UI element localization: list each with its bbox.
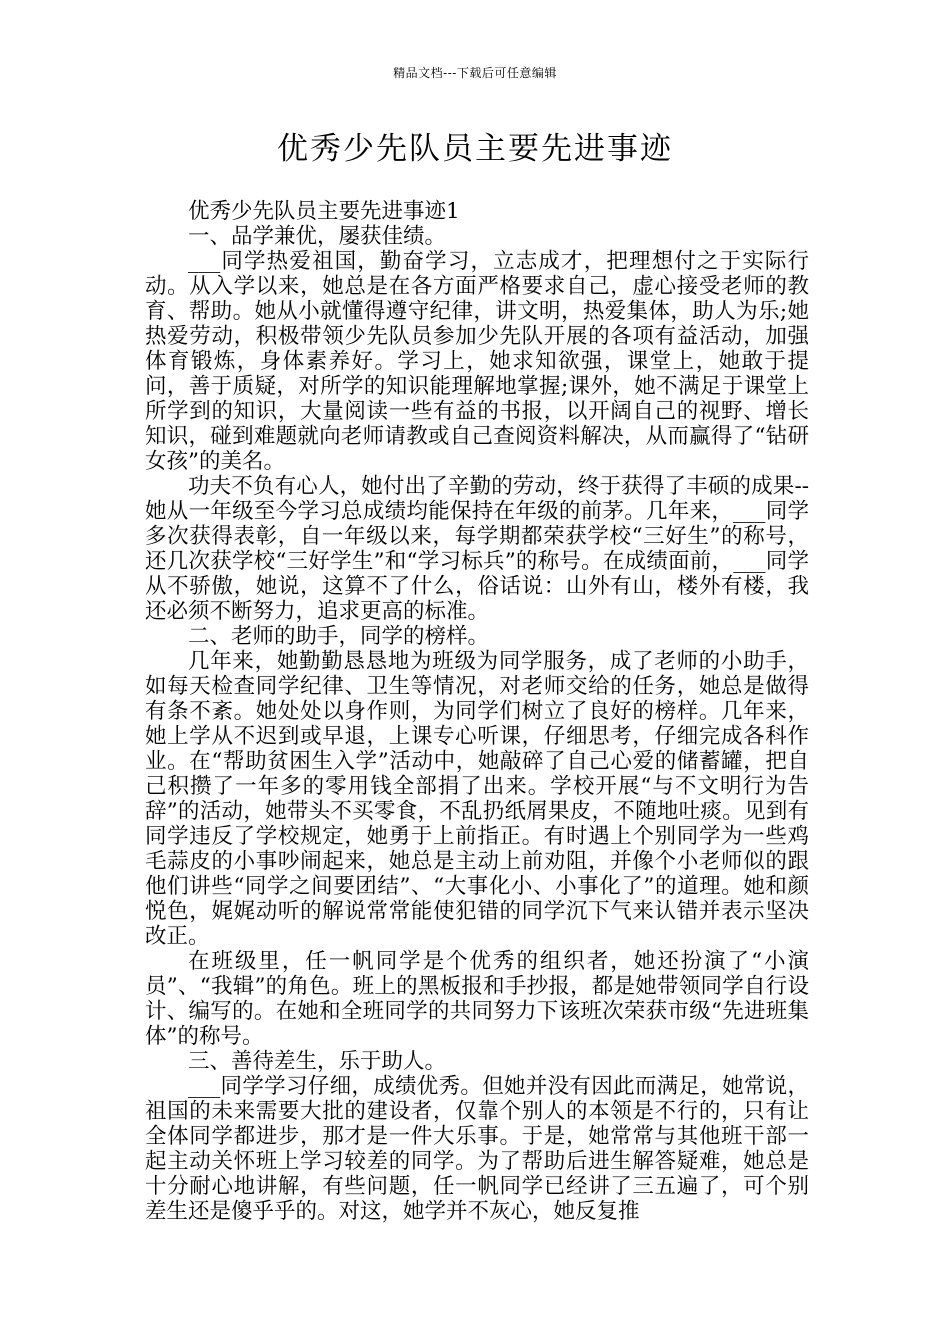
section-heading-1: 一、品学兼优，屡获佳绩。	[188, 224, 447, 249]
section-heading-3: 三、善待差生，乐于助人。	[188, 1049, 447, 1074]
body-paragraph: ___同学学习仔细，成绩优秀。但她并没有因此而满足，她常说，祖国的未来需要大批的建设者，仅靠个别人的本领是不行的，只有让全体同学都进步，那才是一件大乐事。于是，她常常与其他班干部一起主动关怀班上学习较差的同学。为了帮助后进生解答疑难，她总是十分耐心地讲解，有些问题，任一帆同学已经讲了三五遍了，可个别差生还是傻乎乎的。对这，她学并不灰心，她反复推	[145, 1074, 809, 1224]
body-paragraph: 在班级里，任一帆同学是个优秀的组织者，她还扮演了“小演员”、“我辑”的角色。班上的黑板报和手抄报，都是她带领同学自行设计、编写的。在她和全班同学的共同努力下该班次荣获市级“先进班集体”的称号。	[145, 949, 809, 1049]
subtitle-paragraph: 优秀少先队员主要先进事迹1	[188, 199, 460, 224]
document-title: 优秀少先队员主要先进事迹	[277, 131, 673, 167]
section-heading-2: 二、老师的助手，同学的榜样。	[188, 624, 490, 649]
body-paragraph: 功夫不负有心人，她付出了辛勤的劳动，终于获得了丰硕的成果--她从一年级至今学习总成绩均能保持在年级的前茅。几年来，___同学多次获得表彰，自一年级以来，每学期都荣获学校“三好生”的称号，还几次获学校“三好学生”和“学习标兵”的称号。在成绩面前，___同学从不骄傲，她说，这算不了什么，俗话说：山外有山，楼外有楼，我还必须不断努力，追求更高的标准。	[145, 474, 809, 624]
page-header: 精品文档---下载后可任意编辑	[393, 66, 557, 80]
document-body	[145, 199, 809, 1224]
body-paragraph: ___同学热爱祖国，勤奋学习，立志成才，把理想付之于实际行动。从入学以来，她总是在各方面严格要求自己，虚心接受老师的教育、帮助。她从小就懂得遵守纪律，讲文明，热爱集体，助人为乐;她热爱劳动，积极带领少先队员参加少先队开展的各项有益活动，加强体育锻炼，身体素养好。学习上，她求知欲强，课堂上，她敢于提问，善于质疑，对所学的知识能理解地掌握;课外，她不满足于课堂上所学到的知识，大量阅读一些有益的书报，以开阔自己的视野、增长知识，碰到难题就向老师请教或自己查阅资料解决，从而赢得了“钻研女孩”的美名。	[145, 249, 809, 474]
body-paragraph: 几年来，她勤勤恳恳地为班级为同学服务，成了老师的小助手，如每天检查同学纪律、卫生等情况，对老师交给的任务，她总是做得有条不紊。她处处以身作则，为同学们树立了良好的榜样。几年来，她上学从不迟到或早退，上课专心听课，仔细思考，仔细完成各科作业。在“帮助贫困生入学”活动中，她敲碎了自己心爱的储蓄罐，把自己积攒了一年多的零用钱全部捐了出来。学校开展“与不文明行为告辞”的活动，她带头不买零食，不乱扔纸屑果皮，不随地吐痰。见到有同学违反了学校规定，她勇于上前指正。有时遇上个别同学为一些鸡毛蒜皮的小事吵闹起来，她总是主动上前劝阻，并像个小老师似的跟他们讲些“同学之间要团结”、“大事化小、小事化了”的道理。她和颜悦色，娓娓动听的解说常常能使犯错的同学沉下气来认错并表示坚决改正。	[145, 649, 809, 949]
